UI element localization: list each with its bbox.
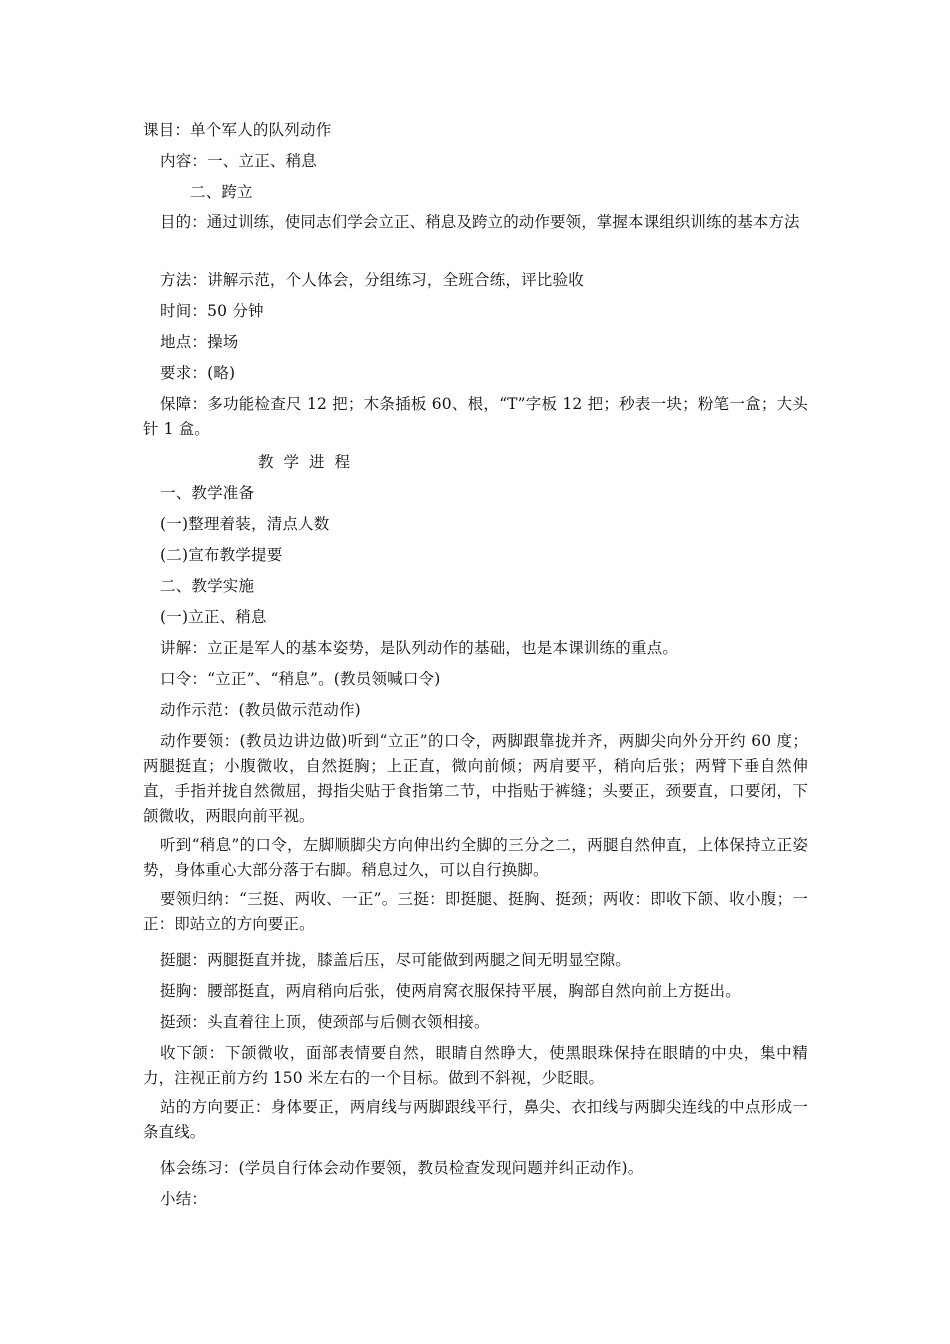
neck-text: 挺颈：头直着往上顶，使颈部与后侧衣领相接。 (160, 1013, 490, 1031)
lesson-content-2: 二、跨立 (190, 183, 253, 201)
summary-points-paragraph: 要领归纳：“三挺、两收、一正”。三挺：即挺腿、挺胸、挺颈；两收：即收下颌、收小腹；一正：即站立的方向要正。 (143, 890, 808, 933)
chest-text: 挺胸：腰部挺直，两肩稍向后张，使两肩窝衣服保持平展，胸部自然向前上方挺出。 (160, 982, 741, 1000)
direction-paragraph: 站的方向要正：身体要正，两肩线与两脚跟线平行，鼻尖、衣扣线与两脚尖连线的中点形成一条直线。 (143, 1098, 808, 1141)
lesson-support: 保障：多功能检查尺 12 把；木条插板 60、根，“T”字板 12 把；秒表一块；粉笔一盒；大头针 1 盒。 (143, 395, 808, 438)
process-heading: 教学进程 (258, 453, 361, 471)
legs-text: 挺腿：两腿挺直并拢，膝盖后压，尽可能做到两腿之间无明显空隙。 (160, 951, 632, 969)
demo-text: 动作示范：(教员做示范动作) (160, 701, 361, 719)
explain-text: 讲解：立正是军人的基本姿势，是队列动作的基础，也是本课训练的重点。 (160, 639, 679, 657)
at-ease-paragraph: 听到“稍息”的口令，左脚顺脚尖方向伸出约全脚的三分之二，两腿自然伸直，上体保持立正姿势，身体重心大部分落于右脚。稍息过久，可以自行换脚。 (143, 836, 808, 879)
lesson-time: 时间：50 分钟 (160, 302, 264, 320)
impl-item-1: (一)立正、稍息 (160, 608, 267, 626)
lesson-method: 方法：讲解示范，个人体会，分组练习，全班合练，评比验收 (160, 271, 584, 289)
command-text: 口令：“立正”、“稍息”。(教员领喊口令) (160, 670, 441, 688)
prep-item-2: (二)宣布教学提要 (160, 546, 283, 564)
conclusion-label: 小结： (160, 1190, 208, 1208)
lesson-purpose: 目的：通过训练，使同志们学会立正、稍息及跨立的动作要领，掌握本课组织训练的基本方法 (160, 213, 800, 231)
lesson-content-1: 内容：一、立正、稍息 (160, 152, 318, 170)
jaw-paragraph: 收下颌：下颌微收，面部表情要自然，眼睛自然睁大，使黑眼珠保持在眼睛的中央，集中精力，注视正前方约 150 米左右的一个目标。做到不斜视，少眨眼。 (143, 1044, 808, 1087)
essentials-paragraph: 动作要领：(教员边讲边做)听到“立正”的口令，两脚跟靠拢并齐，两脚尖向外分开约 60 度；两腿挺直；小腹微收，自然挺胸；上正直，微向前倾；两肩要平，稍向后张；两臂下垂自然伸直，手指并拢自然微屈，拇指尖贴于食指第二节，中指贴于裤缝；头要正，颈要直，口要闭，下颌微收，两眼向前平视。 (143, 732, 808, 825)
section-impl: 二、教学实施 (160, 577, 255, 595)
lesson-requirement: 要求：(略) (160, 364, 236, 382)
lesson-location: 地点：操场 (160, 333, 239, 351)
prep-item-1: (一)整理着装，清点人数 (160, 515, 330, 533)
practice-text: 体会练习：(学员自行体会动作要领，教员检查发现问题并纠正动作)。 (160, 1159, 644, 1177)
lesson-subject: 课目：单个军人的队列动作 (143, 121, 332, 139)
section-prep: 一、教学准备 (160, 484, 255, 502)
